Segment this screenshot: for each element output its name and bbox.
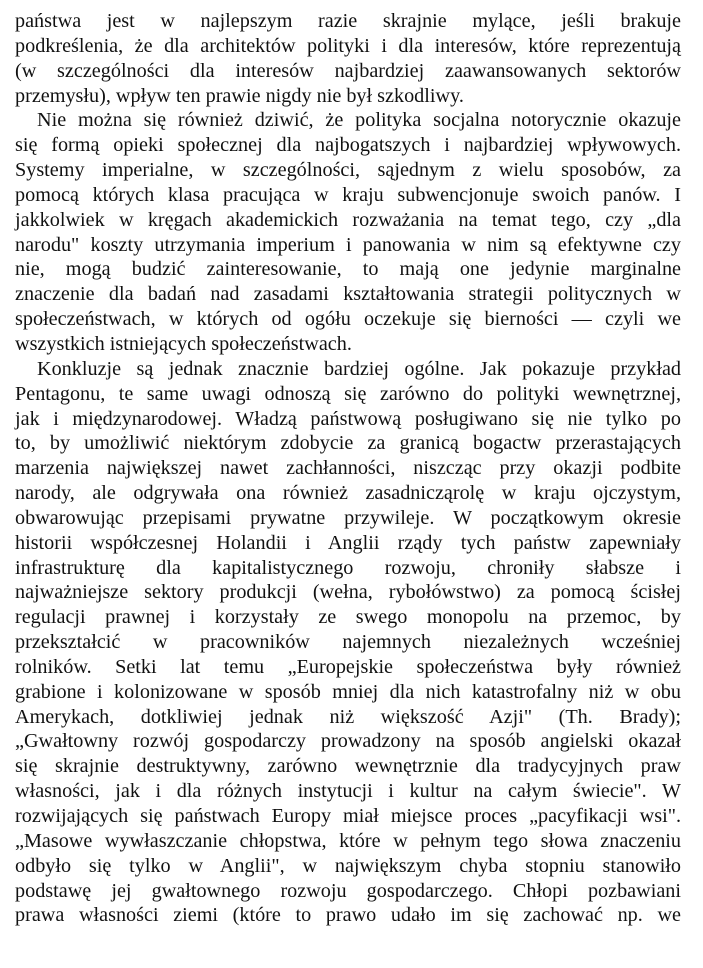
text-line: nie, mogą budzić zainteresowanie, to mają one jedynie marginalne bbox=[15, 258, 681, 281]
text-line: Systemy imperialne, w szczególności, sąjednym z wielu sposobów, za bbox=[15, 159, 681, 182]
text-line: narody, ale odgrywała ona również zasadnicząrolę w kraju ojczystym, bbox=[15, 482, 681, 505]
text-line: jak i międzynarodowej. Władzą państwową posługiwano się nie tylko po bbox=[15, 407, 681, 430]
text-line: prawa własności ziemi (które to prawo udało im się zachować np. we bbox=[15, 904, 681, 927]
text-line: przekształcić w pracowników najemnych niezależnych wcześniej bbox=[15, 631, 681, 654]
text-line: Pentagonu, te same uwagi odnoszą się zarówno do polityki wewnętrznej, bbox=[15, 382, 681, 405]
text-line: społeczeństwach, w których od ogółu oczekuje się bierności — czyli we bbox=[15, 308, 681, 331]
paragraph bbox=[15, 357, 681, 928]
text-line: rolników. Setki lat temu „Europejskie społeczeństwa były również bbox=[15, 655, 681, 678]
paragraph bbox=[15, 9, 681, 108]
paragraph bbox=[15, 108, 681, 356]
document-page bbox=[15, 9, 681, 928]
text-line: marzenia największej nawet zachłanności, niszcząc przy okazji podbite bbox=[15, 457, 681, 480]
text-line: się formą opieki społecznej dla najbogatszych i najbardziej wpływowych. bbox=[15, 134, 681, 157]
text-line: wszystkich istniejących społeczeństwach. bbox=[15, 332, 352, 355]
text-line: znaczenie dla badań nad zasadami kształtowania strategii politycznych w bbox=[15, 283, 681, 306]
text-line: się skrajnie destruktywny, zarówno wewnętrznie dla tradycyjnych praw bbox=[15, 755, 681, 778]
text-line: narodu" koszty utrzymania imperium i panowania w nim są efektywne czy bbox=[15, 233, 681, 256]
text-line: podkreślenia, że dla architektów polityki i dla interesów, które reprezentują bbox=[15, 34, 681, 57]
text-line: pomocą których klasa pracująca w kraju subwencjonuje swoich panów. I bbox=[15, 183, 681, 206]
text-line: to, by umożliwić niektórym zdobycie za granicą bogactw przerastających bbox=[15, 432, 681, 455]
text-line: infrastrukturę dla kapitalistycznego rozwoju, chroniły słabsze i bbox=[15, 556, 681, 579]
text-line: Konkluzje są jednak znacznie bardziej ogólne. Jak pokazuje przykład bbox=[37, 357, 681, 380]
text-line: obwarowując przepisami prywatne przywileje. W początkowym okresie bbox=[15, 506, 681, 529]
text-line: podstawę jej gwałtownego rozwoju gospodarczego. Chłopi pozbawiani bbox=[15, 879, 681, 902]
text-line: najważniejsze sektory produkcji (wełna, rybołówstwo) za pomocą ścisłej bbox=[15, 581, 681, 604]
text-line: Amerykach, dotkliwiej jednak niż większość Azji" (Th. Brady); bbox=[15, 705, 681, 728]
text-line: Nie można się również dziwić, że polityka socjalna notorycznie okazuje bbox=[37, 109, 681, 132]
text-line: grabione i kolonizowane w sposób mniej dla nich katastrofalny niż w obu bbox=[15, 680, 681, 703]
text-line: historii współczesnej Holandii i Anglii rządy tych państw zapewniały bbox=[15, 531, 681, 554]
text-line: (w szczególności dla interesów najbardziej zaawansowanych sektorów bbox=[15, 59, 681, 82]
text-line: regulacji prawnej i korzystały ze swego monopolu na przemoc, by bbox=[15, 606, 681, 629]
text-line: „Masowe wywłaszczanie chłopstwa, które w pełnym tego słowa znaczeniu bbox=[15, 829, 681, 852]
text-line: przemysłu), wpływ ten prawie nigdy nie był szkodliwy. bbox=[15, 84, 464, 107]
text-line: „Gwałtowny rozwój gospodarczy prowadzony na sposób angielski okazał bbox=[15, 730, 681, 753]
text-line: rozwijających się państwach Europy miał miejsce proces „pacyfikacji wsi". bbox=[15, 805, 681, 827]
text-line: odbyło się tylko w Anglii", w największym chyba stopniu stanowiło bbox=[15, 854, 681, 877]
text-line: państwa jest w najlepszym razie skrajnie mylące, jeśli brakuje bbox=[15, 10, 681, 32]
text-line: własności, jak i dla różnych instytucji i kultur na całym świecie". W bbox=[15, 780, 681, 803]
text-line: jakkolwiek w kręgach akademickich rozważania na temat tego, czy „dla bbox=[15, 208, 681, 231]
